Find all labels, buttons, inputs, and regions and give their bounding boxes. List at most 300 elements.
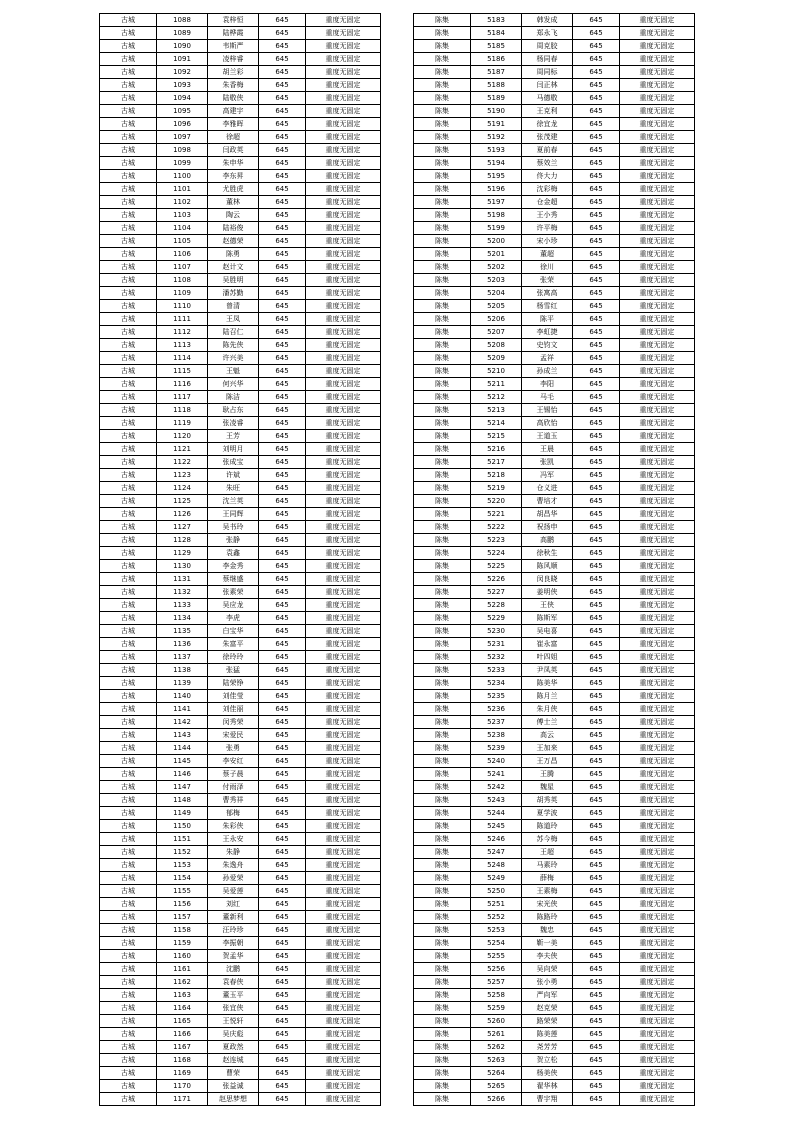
- name-cell: 韩发成: [522, 14, 573, 27]
- name-cell: 夏学波: [522, 807, 573, 820]
- id-cell: 1161: [157, 963, 208, 976]
- right-roster-body: [414, 14, 695, 1106]
- table-row: [414, 495, 695, 508]
- id-cell: 1108: [157, 274, 208, 287]
- table-row: [414, 1041, 695, 1054]
- name-cell: 夏前春: [522, 144, 573, 157]
- table-row: [414, 300, 695, 313]
- type-cell: 重度无固定: [620, 651, 695, 664]
- table-row: [100, 885, 381, 898]
- type-cell: 重度无固定: [620, 1067, 695, 1080]
- code-cell: 645: [573, 560, 620, 573]
- table-row: [100, 625, 381, 638]
- id-cell: 1113: [157, 339, 208, 352]
- name-cell: 吴爱莲: [208, 885, 259, 898]
- town-cell: 古城: [100, 1080, 157, 1093]
- table-row: [414, 625, 695, 638]
- id-cell: 1117: [157, 391, 208, 404]
- table-row: [100, 690, 381, 703]
- code-cell: 645: [573, 14, 620, 27]
- id-cell: 1128: [157, 534, 208, 547]
- id-cell: 5223: [471, 534, 522, 547]
- id-cell: 5263: [471, 1054, 522, 1067]
- name-cell: 吴庆彪: [208, 1028, 259, 1041]
- right-roster-table: [413, 13, 695, 1106]
- code-cell: 645: [259, 547, 306, 560]
- name-cell: 薛梅: [522, 872, 573, 885]
- town-cell: 陈集: [414, 807, 471, 820]
- table-row: [100, 196, 381, 209]
- code-cell: 645: [259, 521, 306, 534]
- code-cell: 645: [259, 768, 306, 781]
- town-cell: 陈集: [414, 300, 471, 313]
- name-cell: 董超: [522, 248, 573, 261]
- id-cell: 5234: [471, 677, 522, 690]
- table-row: [414, 807, 695, 820]
- id-cell: 5252: [471, 911, 522, 924]
- type-cell: 重度无固定: [306, 456, 381, 469]
- code-cell: 645: [259, 1093, 306, 1106]
- code-cell: 645: [573, 1093, 620, 1106]
- table-row: [414, 14, 695, 27]
- type-cell: 重度无固定: [620, 170, 695, 183]
- town-cell: 古城: [100, 313, 157, 326]
- code-cell: 645: [259, 430, 306, 443]
- town-cell: 陈集: [414, 716, 471, 729]
- table-row: [414, 1054, 695, 1067]
- id-cell: 5184: [471, 27, 522, 40]
- table-row: [414, 820, 695, 833]
- town-cell: 古城: [100, 599, 157, 612]
- name-cell: 尹凤英: [522, 664, 573, 677]
- id-cell: 5221: [471, 508, 522, 521]
- table-row: [100, 365, 381, 378]
- name-cell: 张茂建: [522, 131, 573, 144]
- id-cell: 1158: [157, 924, 208, 937]
- id-cell: 1110: [157, 300, 208, 313]
- table-row: [414, 417, 695, 430]
- town-cell: 陈集: [414, 118, 471, 131]
- name-cell: 袁梓恒: [208, 14, 259, 27]
- code-cell: 645: [573, 950, 620, 963]
- code-cell: 645: [259, 1067, 306, 1080]
- town-cell: 陈集: [414, 1067, 471, 1080]
- town-cell: 陈集: [414, 183, 471, 196]
- town-cell: 古城: [100, 781, 157, 794]
- type-cell: 重度无固定: [306, 586, 381, 599]
- type-cell: 重度无固定: [620, 859, 695, 872]
- name-cell: 王芳: [208, 430, 259, 443]
- id-cell: 5213: [471, 404, 522, 417]
- table-row: [100, 53, 381, 66]
- type-cell: 重度无固定: [620, 339, 695, 352]
- code-cell: 645: [259, 690, 306, 703]
- town-cell: 古城: [100, 92, 157, 105]
- type-cell: 重度无固定: [306, 846, 381, 859]
- left-roster-body: [100, 14, 381, 1106]
- table-row: [414, 209, 695, 222]
- id-cell: 5227: [471, 586, 522, 599]
- type-cell: 重度无固定: [620, 625, 695, 638]
- id-cell: 5192: [471, 131, 522, 144]
- town-cell: 陈集: [414, 768, 471, 781]
- id-cell: 5212: [471, 391, 522, 404]
- id-cell: 1168: [157, 1054, 208, 1067]
- type-cell: 重度无固定: [620, 40, 695, 53]
- town-cell: 古城: [100, 66, 157, 79]
- code-cell: 645: [259, 27, 306, 40]
- town-cell: 陈集: [414, 66, 471, 79]
- type-cell: 重度无固定: [620, 391, 695, 404]
- table-row: [100, 404, 381, 417]
- table-row: [414, 729, 695, 742]
- id-cell: 5232: [471, 651, 522, 664]
- name-cell: 董新利: [208, 911, 259, 924]
- town-cell: 陈集: [414, 1080, 471, 1093]
- code-cell: 645: [259, 365, 306, 378]
- town-cell: 陈集: [414, 690, 471, 703]
- type-cell: 重度无固定: [306, 794, 381, 807]
- code-cell: 645: [259, 820, 306, 833]
- table-row: [100, 599, 381, 612]
- type-cell: 重度无固定: [620, 833, 695, 846]
- code-cell: 645: [259, 235, 306, 248]
- town-cell: 古城: [100, 339, 157, 352]
- town-cell: 古城: [100, 820, 157, 833]
- code-cell: 645: [573, 378, 620, 391]
- code-cell: 645: [573, 729, 620, 742]
- type-cell: 重度无固定: [620, 1041, 695, 1054]
- type-cell: 重度无固定: [306, 209, 381, 222]
- town-cell: 陈集: [414, 833, 471, 846]
- table-row: [414, 573, 695, 586]
- type-cell: 重度无固定: [620, 404, 695, 417]
- code-cell: 645: [573, 209, 620, 222]
- id-cell: 5249: [471, 872, 522, 885]
- id-cell: 1147: [157, 781, 208, 794]
- code-cell: 645: [259, 183, 306, 196]
- id-cell: 1165: [157, 1015, 208, 1028]
- name-cell: 王同辉: [208, 508, 259, 521]
- table-row: [414, 846, 695, 859]
- town-cell: 古城: [100, 924, 157, 937]
- town-cell: 陈集: [414, 404, 471, 417]
- code-cell: 645: [573, 261, 620, 274]
- table-row: [414, 1080, 695, 1093]
- code-cell: 645: [573, 1041, 620, 1054]
- code-cell: 645: [573, 755, 620, 768]
- id-cell: 1093: [157, 79, 208, 92]
- code-cell: 645: [259, 144, 306, 157]
- id-cell: 1162: [157, 976, 208, 989]
- type-cell: 重度无固定: [306, 40, 381, 53]
- town-cell: 陈集: [414, 651, 471, 664]
- name-cell: 吴胜明: [208, 274, 259, 287]
- table-row: [100, 183, 381, 196]
- code-cell: 645: [259, 105, 306, 118]
- code-cell: 645: [259, 846, 306, 859]
- name-cell: 翟华林: [522, 1080, 573, 1093]
- id-cell: 1151: [157, 833, 208, 846]
- name-cell: 赵思梦想: [208, 1093, 259, 1106]
- type-cell: 重度无固定: [306, 547, 381, 560]
- table-row: [414, 690, 695, 703]
- table-row: [100, 807, 381, 820]
- type-cell: 重度无固定: [306, 144, 381, 157]
- code-cell: 645: [573, 79, 620, 92]
- name-cell: 曾清: [208, 300, 259, 313]
- name-cell: 赵连城: [208, 1054, 259, 1067]
- id-cell: 1120: [157, 430, 208, 443]
- type-cell: 重度无固定: [620, 430, 695, 443]
- table-row: [414, 430, 695, 443]
- name-cell: 尤胜虎: [208, 183, 259, 196]
- table-row: [100, 261, 381, 274]
- town-cell: 古城: [100, 27, 157, 40]
- town-cell: 古城: [100, 40, 157, 53]
- code-cell: 645: [573, 794, 620, 807]
- id-cell: 1124: [157, 482, 208, 495]
- code-cell: 645: [573, 248, 620, 261]
- code-cell: 645: [259, 625, 306, 638]
- name-cell: 沈鹏: [208, 963, 259, 976]
- id-cell: 5210: [471, 365, 522, 378]
- name-cell: 许平梅: [522, 222, 573, 235]
- table-row: [100, 1080, 381, 1093]
- table-row: [100, 742, 381, 755]
- name-cell: 郑永飞: [522, 27, 573, 40]
- town-cell: 古城: [100, 417, 157, 430]
- code-cell: 645: [259, 573, 306, 586]
- type-cell: 重度无固定: [306, 222, 381, 235]
- name-cell: 陆荣铮: [208, 677, 259, 690]
- name-cell: 付雨泽: [208, 781, 259, 794]
- table-row: [414, 27, 695, 40]
- town-cell: 陈集: [414, 846, 471, 859]
- code-cell: 645: [259, 495, 306, 508]
- code-cell: 645: [259, 209, 306, 222]
- type-cell: 重度无固定: [306, 703, 381, 716]
- town-cell: 古城: [100, 456, 157, 469]
- code-cell: 645: [259, 885, 306, 898]
- id-cell: 1097: [157, 131, 208, 144]
- name-cell: 徐川: [522, 261, 573, 274]
- type-cell: 重度无固定: [620, 573, 695, 586]
- name-cell: 王悦轩: [208, 1015, 259, 1028]
- id-cell: 1089: [157, 27, 208, 40]
- town-cell: 古城: [100, 612, 157, 625]
- type-cell: 重度无固定: [620, 144, 695, 157]
- id-cell: 5215: [471, 430, 522, 443]
- code-cell: 645: [573, 157, 620, 170]
- table-row: [414, 664, 695, 677]
- name-cell: 胡兰彩: [208, 66, 259, 79]
- id-cell: 1090: [157, 40, 208, 53]
- table-row: [414, 885, 695, 898]
- code-cell: 645: [259, 508, 306, 521]
- code-cell: 645: [259, 326, 306, 339]
- id-cell: 1103: [157, 209, 208, 222]
- town-cell: 古城: [100, 625, 157, 638]
- name-cell: 曹荣: [208, 1067, 259, 1080]
- type-cell: 重度无固定: [306, 352, 381, 365]
- town-cell: 古城: [100, 521, 157, 534]
- table-row: [100, 677, 381, 690]
- id-cell: 1154: [157, 872, 208, 885]
- code-cell: 645: [573, 963, 620, 976]
- id-cell: 5238: [471, 729, 522, 742]
- id-cell: 5256: [471, 963, 522, 976]
- type-cell: 重度无固定: [620, 846, 695, 859]
- type-cell: 重度无固定: [620, 131, 695, 144]
- code-cell: 645: [259, 66, 306, 79]
- code-cell: 645: [573, 976, 620, 989]
- type-cell: 重度无固定: [620, 768, 695, 781]
- name-cell: 李金秀: [208, 560, 259, 573]
- town-cell: 陈集: [414, 430, 471, 443]
- table-row: [100, 508, 381, 521]
- table-row: [414, 703, 695, 716]
- type-cell: 重度无固定: [620, 716, 695, 729]
- id-cell: 1138: [157, 664, 208, 677]
- id-cell: 5206: [471, 313, 522, 326]
- town-cell: 陈集: [414, 755, 471, 768]
- table-row: [414, 833, 695, 846]
- town-cell: 古城: [100, 14, 157, 27]
- town-cell: 陈集: [414, 79, 471, 92]
- town-cell: 陈集: [414, 105, 471, 118]
- town-cell: 古城: [100, 1054, 157, 1067]
- code-cell: 645: [573, 638, 620, 651]
- id-cell: 1101: [157, 183, 208, 196]
- id-cell: 5265: [471, 1080, 522, 1093]
- type-cell: 重度无固定: [620, 742, 695, 755]
- code-cell: 645: [573, 196, 620, 209]
- table-row: [100, 1093, 381, 1106]
- id-cell: 1112: [157, 326, 208, 339]
- code-cell: 645: [573, 859, 620, 872]
- table-row: [414, 482, 695, 495]
- table-row: [414, 924, 695, 937]
- town-cell: 古城: [100, 794, 157, 807]
- type-cell: 重度无固定: [620, 66, 695, 79]
- code-cell: 645: [573, 105, 620, 118]
- left-roster-table: [99, 13, 381, 1106]
- id-cell: 5219: [471, 482, 522, 495]
- id-cell: 5199: [471, 222, 522, 235]
- town-cell: 古城: [100, 300, 157, 313]
- code-cell: 645: [573, 1080, 620, 1093]
- type-cell: 重度无固定: [306, 105, 381, 118]
- type-cell: 重度无固定: [306, 482, 381, 495]
- code-cell: 645: [573, 469, 620, 482]
- name-cell: 白宝华: [208, 625, 259, 638]
- id-cell: 1091: [157, 53, 208, 66]
- code-cell: 645: [259, 677, 306, 690]
- type-cell: 重度无固定: [306, 1028, 381, 1041]
- name-cell: 朱月侠: [522, 703, 573, 716]
- table-row: [100, 391, 381, 404]
- id-cell: 5216: [471, 443, 522, 456]
- town-cell: 陈集: [414, 456, 471, 469]
- type-cell: 重度无固定: [620, 1015, 695, 1028]
- type-cell: 重度无固定: [620, 911, 695, 924]
- name-cell: 朱静: [208, 846, 259, 859]
- type-cell: 重度无固定: [620, 638, 695, 651]
- table-row: [100, 118, 381, 131]
- name-cell: 王万昌: [522, 755, 573, 768]
- type-cell: 重度无固定: [306, 1002, 381, 1015]
- type-cell: 重度无固定: [620, 118, 695, 131]
- town-cell: 陈集: [414, 677, 471, 690]
- id-cell: 1104: [157, 222, 208, 235]
- town-cell: 古城: [100, 430, 157, 443]
- type-cell: 重度无固定: [306, 755, 381, 768]
- id-cell: 1116: [157, 378, 208, 391]
- town-cell: 陈集: [414, 508, 471, 521]
- name-cell: 贺孟华: [208, 950, 259, 963]
- type-cell: 重度无固定: [306, 495, 381, 508]
- name-cell: 蔡继盛: [208, 573, 259, 586]
- name-cell: 陈风顺: [522, 560, 573, 573]
- code-cell: 645: [573, 521, 620, 534]
- id-cell: 1135: [157, 625, 208, 638]
- table-row: [414, 443, 695, 456]
- type-cell: 重度无固定: [306, 365, 381, 378]
- town-cell: 古城: [100, 742, 157, 755]
- town-cell: 古城: [100, 638, 157, 651]
- name-cell: 汪玲珍: [208, 924, 259, 937]
- id-cell: 1156: [157, 898, 208, 911]
- table-row: [100, 911, 381, 924]
- town-cell: 古城: [100, 677, 157, 690]
- table-row: [100, 573, 381, 586]
- table-row: [414, 638, 695, 651]
- table-row: [414, 1067, 695, 1080]
- town-cell: 陈集: [414, 261, 471, 274]
- table-row: [100, 378, 381, 391]
- name-cell: 李东昇: [208, 170, 259, 183]
- type-cell: 重度无固定: [306, 248, 381, 261]
- code-cell: 645: [573, 443, 620, 456]
- town-cell: 古城: [100, 872, 157, 885]
- id-cell: 1115: [157, 365, 208, 378]
- table-row: [414, 235, 695, 248]
- town-cell: 古城: [100, 664, 157, 677]
- table-row: [414, 794, 695, 807]
- code-cell: 645: [573, 1028, 620, 1041]
- code-cell: 645: [259, 716, 306, 729]
- type-cell: 重度无固定: [306, 716, 381, 729]
- code-cell: 645: [259, 1080, 306, 1093]
- table-row: [100, 1067, 381, 1080]
- name-cell: 王锡怡: [522, 404, 573, 417]
- table-row: [414, 508, 695, 521]
- code-cell: 645: [259, 339, 306, 352]
- code-cell: 645: [573, 820, 620, 833]
- name-cell: 何兴华: [208, 378, 259, 391]
- id-cell: 1139: [157, 677, 208, 690]
- id-cell: 5208: [471, 339, 522, 352]
- town-cell: 陈集: [414, 1041, 471, 1054]
- name-cell: 朱富平: [208, 638, 259, 651]
- code-cell: 645: [259, 482, 306, 495]
- name-cell: 杨雪红: [522, 300, 573, 313]
- type-cell: 重度无固定: [306, 157, 381, 170]
- code-cell: 645: [573, 170, 620, 183]
- table-row: [100, 235, 381, 248]
- name-cell: 陆敬侠: [208, 92, 259, 105]
